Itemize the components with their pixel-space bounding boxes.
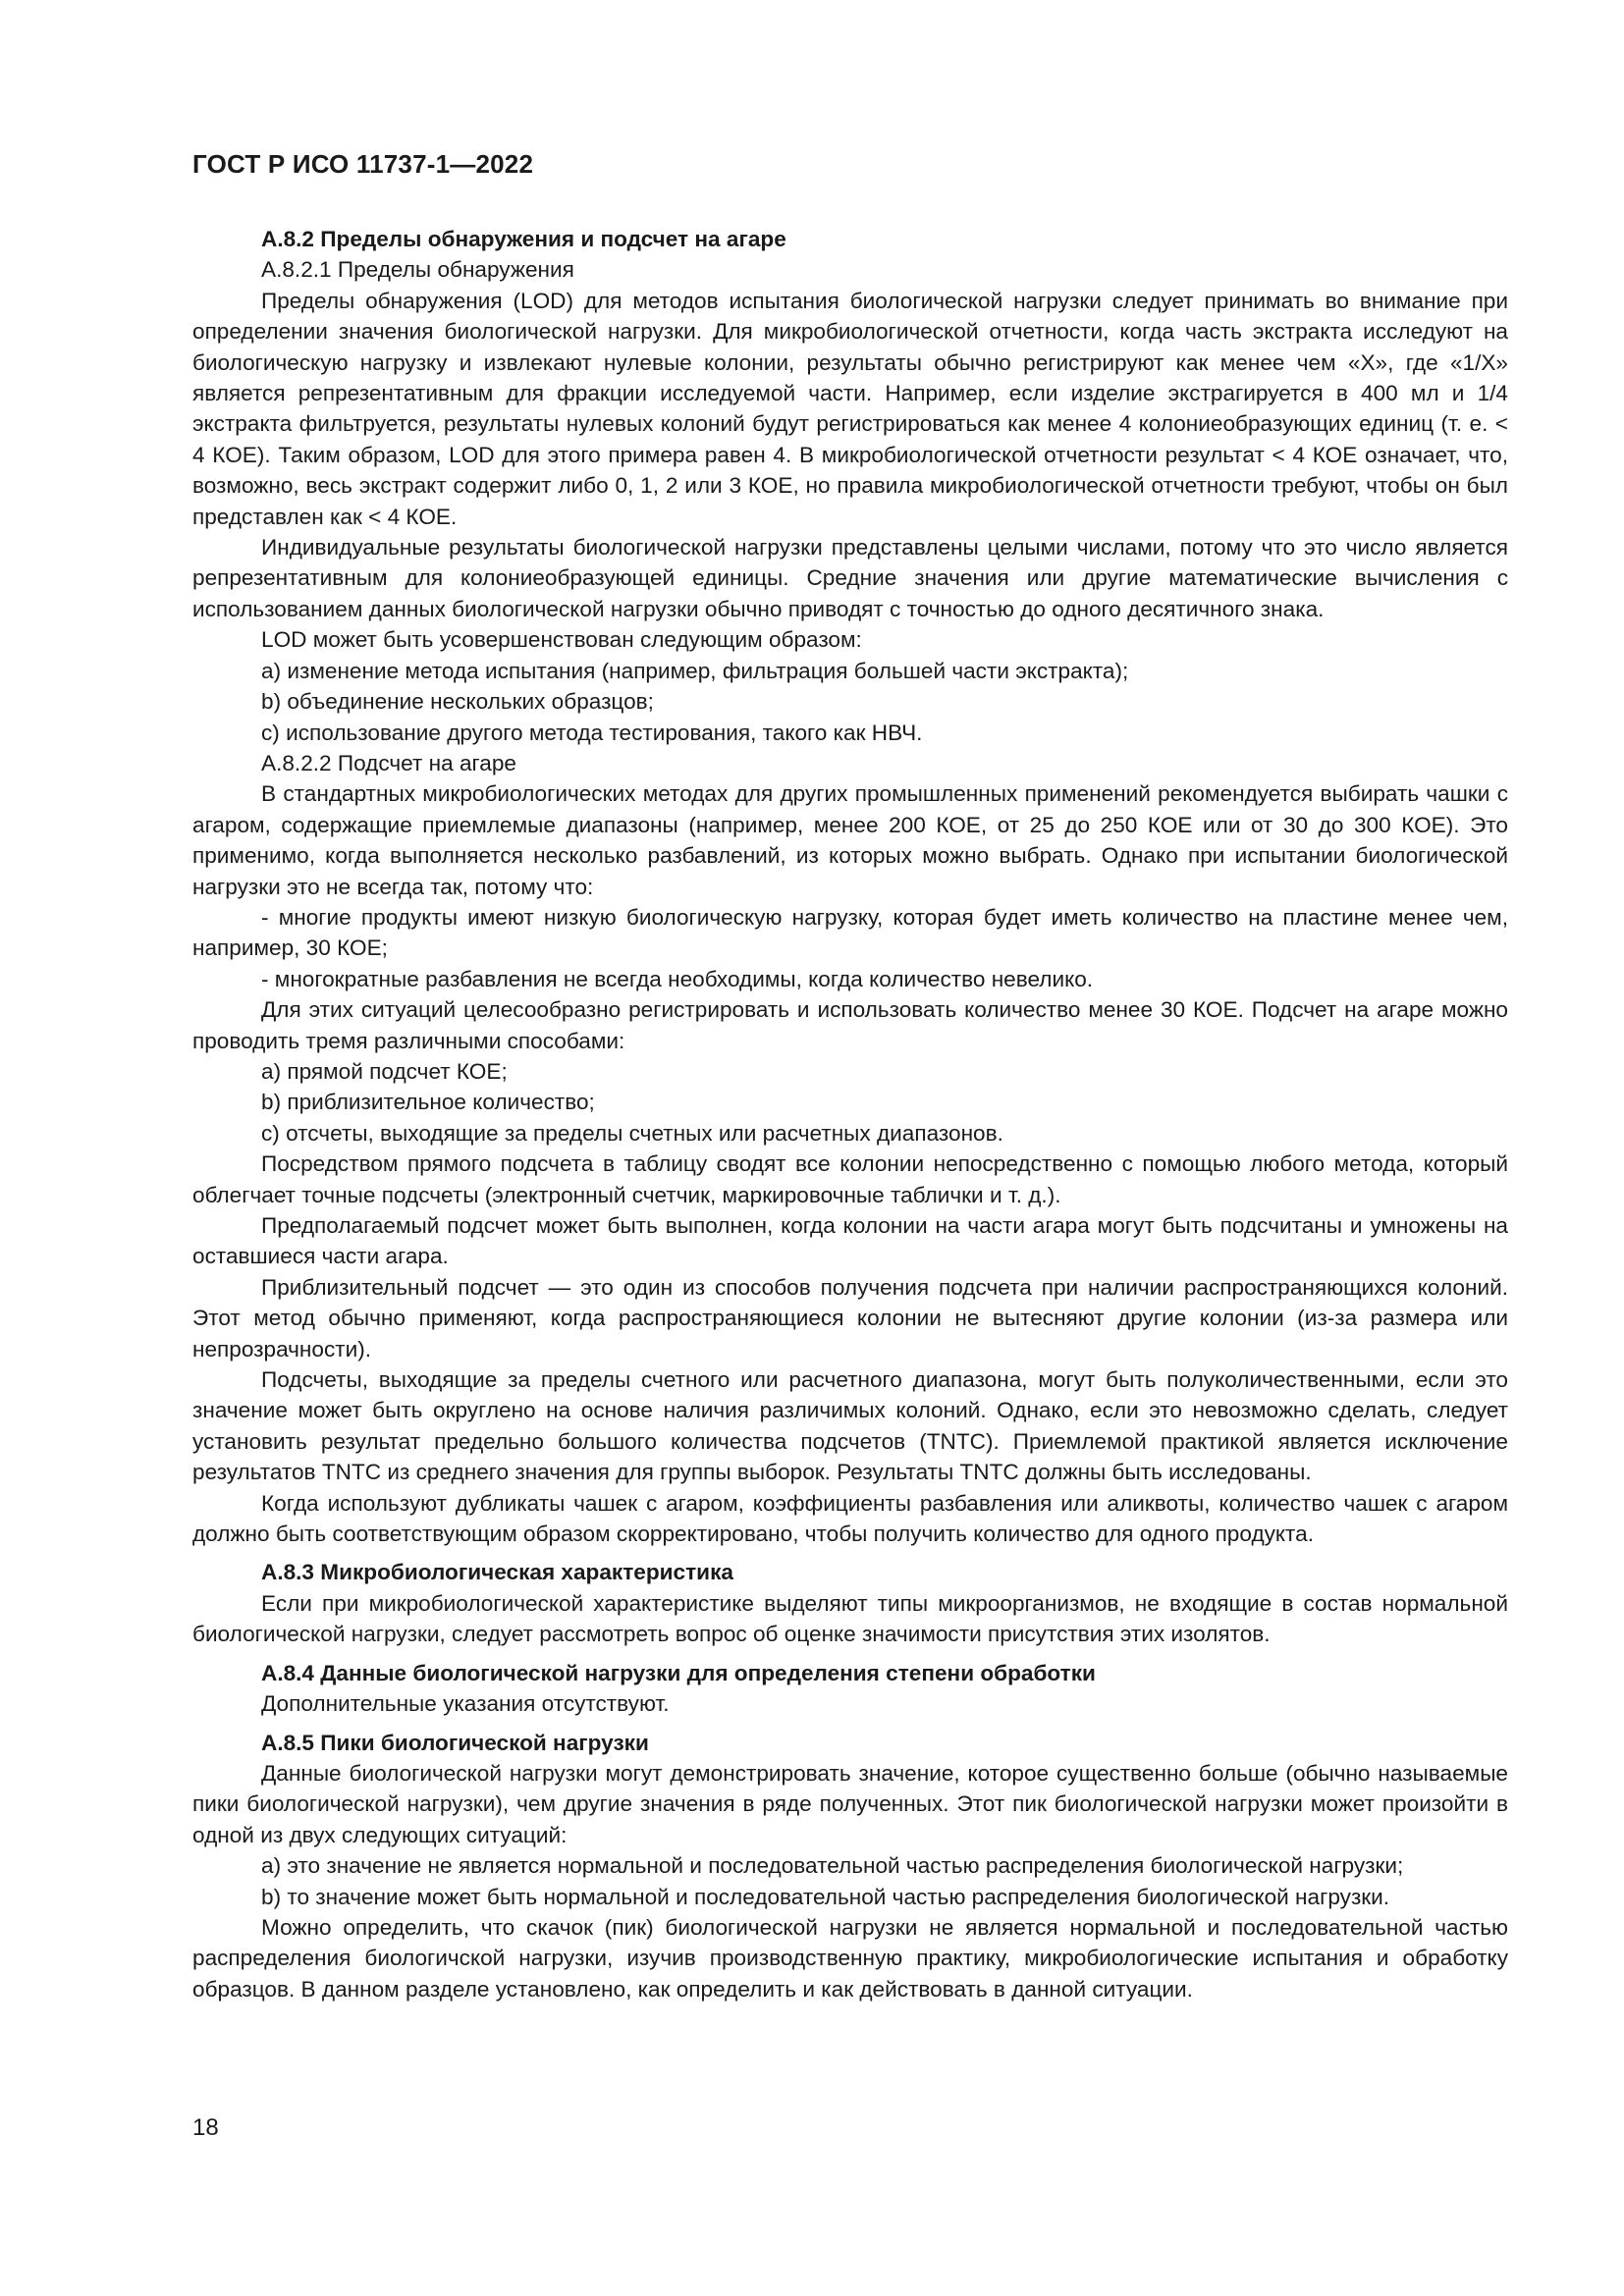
list-item-a-spike: а) это значение не является нормальной и последовательной частью распределения биологической нагрузки; (261, 1853, 1404, 1879)
paragraph-spikes-intro: Данные биологической нагрузки могут демонстрировать значение, которое существенно больше (обычно называемые пики биологической нагрузки), чем другие значения в ряде полученных. Этот пик биологической нагрузки может произойти в одной из двух следующих ситуаций: (192, 1760, 1508, 1847)
section-heading-a83: А.8.3 Микробиологическая характеристика (261, 1560, 733, 1585)
paragraph-individual-results: Индивидуальные результаты биологической нагрузки представлены целыми числами, потому что это число является репрезентативным для колониеобразующей единицы. Средние значения или другие математические вычисления с использованием данных биологической нагрузки обычно приводят с точностью до одного десятичного знака. (192, 535, 1508, 621)
paragraph-lod-improve: LOD может быть усовершенствован следующим образом: (261, 627, 862, 653)
paragraph-estimated-count: Предполагаемый подсчет может быть выполнен, когда колонии на части агара могут быть подсчитаны и умножены на оставшиеся части агара. (192, 1213, 1508, 1269)
list-item-b-spike: b) то значение может быть нормальной и последовательной частью распределения биологической нагрузки. (261, 1884, 1390, 1909)
paragraph-lod-intro: Пределы обнаружения (LOD) для методов испытания биологической нагрузки следует принимать во внимание при определении значения биологической нагрузки. Для микробиологической отчетности, когда часть экстракта исследуют на биологическую нагрузку и извлекают нулевые колонии, результаты обычно регистрируют как менее чем «X», где «1/X» является репрезентативным для фракции исследуемой части. Например, если изделие экстрагируется в 400 мл и 1/4 экстракта фильтруется, результаты нулевых колоний будут регистрироваться как менее 4 колониеобразующих единиц (т. е. < 4 КОЕ). Таким образом, LOD для этого примера равен 4. В микробиологической отчетности результат < 4 КОЕ означает, что, возможно, весь экстракт содержит либо 0, 1, 2 или 3 КОЕ, но правила микробиологической отчетности требуют, чтобы он был представлен как < 4 КОЕ. (192, 288, 1508, 529)
paragraph-situations: Для этих ситуаций целесообразно регистрировать и использовать количество менее 30 КОЕ. Подсчет на агаре можно проводить тремя различными способами: (192, 997, 1508, 1053)
paragraph-characterization: Если при микробиологической характеристике выделяют типы микроорганизмов, не входящие в состав нормальной биологической нагрузки, следует рассмотреть вопрос об оценке значимости присутствия этих изолятов. (192, 1590, 1508, 1647)
paragraph-out-of-range: Подсчеты, выходящие за пределы счетного или расчетного диапазона, могут быть полуколичественными, если это значение может быть округлено на основе наличия различимых колоний. Однако, если это невозможно сделать, следует установить результат предельно большого количества подсчетов (TNTC). Приемлемой практикой является исключение результатов TNTC из среднего значения для группы выборок. Результаты TNTC должны быть исследованы. (192, 1367, 1508, 1485)
list-item-b-count: b) приблизительное количество; (261, 1090, 595, 1115)
list-item-c: с) использование другого метода тестирования, такого как НВЧ. (261, 720, 923, 745)
list-item-c-count: с) отсчеты, выходящие за пределы счетных или расчетных диапазонов. (261, 1120, 1003, 1146)
paragraph-no-guidance: Дополнительные указания отсутствуют. (261, 1691, 670, 1717)
paragraph-standard-methods: В стандартных микробиологических методах для других промышленных применений рекомендуется выбирать чашки с агаром, содержащие приемлемые диапазоны (например, менее 200 КОЕ, от 25 до 250 КОЕ или от 30 до 300 КОЕ). Это применимо, когда выполняется несколько разбавлений, из которых можно выбрать. Однако при испытании биологической нагрузки это не всегда так, потому что: (192, 781, 1508, 899)
paragraph-duplicates: Когда используют дубликаты чашек с агаром, коэффициенты разбавления или аликвоты, количество чашек с агаром должно быть соответствующим образом скорректировано, чтобы получить количество для одного продукта. (192, 1490, 1508, 1547)
section-heading-a82: А.8.2 Пределы обнаружения и подсчет на агаре (261, 227, 786, 251)
page-number: 18 (192, 2114, 219, 2141)
list-item-a-count: а) прямой подсчет КОЕ; (261, 1058, 508, 1084)
section-heading-a84: А.8.4 Данные биологической нагрузки для определения степени обработки (261, 1660, 1096, 1685)
document-header: ГОСТ Р ИСО 11737-1—2022 (192, 149, 534, 179)
paragraph-direct-count: Посредством прямого подсчета в таблицу сводят все колонии непосредственно с помощью любого метода, который облегчает точные подсчеты (электронный счетчик, маркировочные таблички и т. д.). (192, 1151, 1508, 1207)
list-item-a: а) изменение метода испытания (например, фильтрация большей части экстракта); (261, 658, 1129, 683)
paragraph-spikes-determine: Можно определить, что скачок (пик) биологической нагрузки не является нормальной и последовательной частью распределения биологичской нагрузки, изучив производственную практику, микробиологические испытания и обработку образцов. В данном разделе установлено, как определить и как действовать в данной ситуации. (192, 1914, 1508, 2002)
list-item-b: b) объединение нескольких образцов; (261, 689, 654, 715)
document-body (192, 224, 1508, 2004)
dash-item-dilutions: - многократные разбавления не всегда необходимы, когда количество невелико. (261, 966, 1094, 991)
subsection-heading-a821: А.8.2.1 Пределы обнаружения (261, 257, 574, 283)
section-heading-a85: А.8.5 Пики биологической нагрузки (261, 1730, 649, 1755)
dash-item-low-bioburden: - многие продукты имеют низкую биологическую нагрузку, которая будет иметь количество на пластине менее чем, например, 30 КОЕ; (192, 904, 1508, 961)
subsection-heading-a822: А.8.2.2 Подсчет на агаре (261, 750, 516, 775)
paragraph-approximate-count: Приблизительный подсчет — это один из способов получения подсчета при наличии распространяющихся колоний. Этот метод обычно применяют, когда распространяющиеся колонии не вытесняют другие колонии (из-за размера или непрозрачности). (192, 1274, 1508, 1362)
